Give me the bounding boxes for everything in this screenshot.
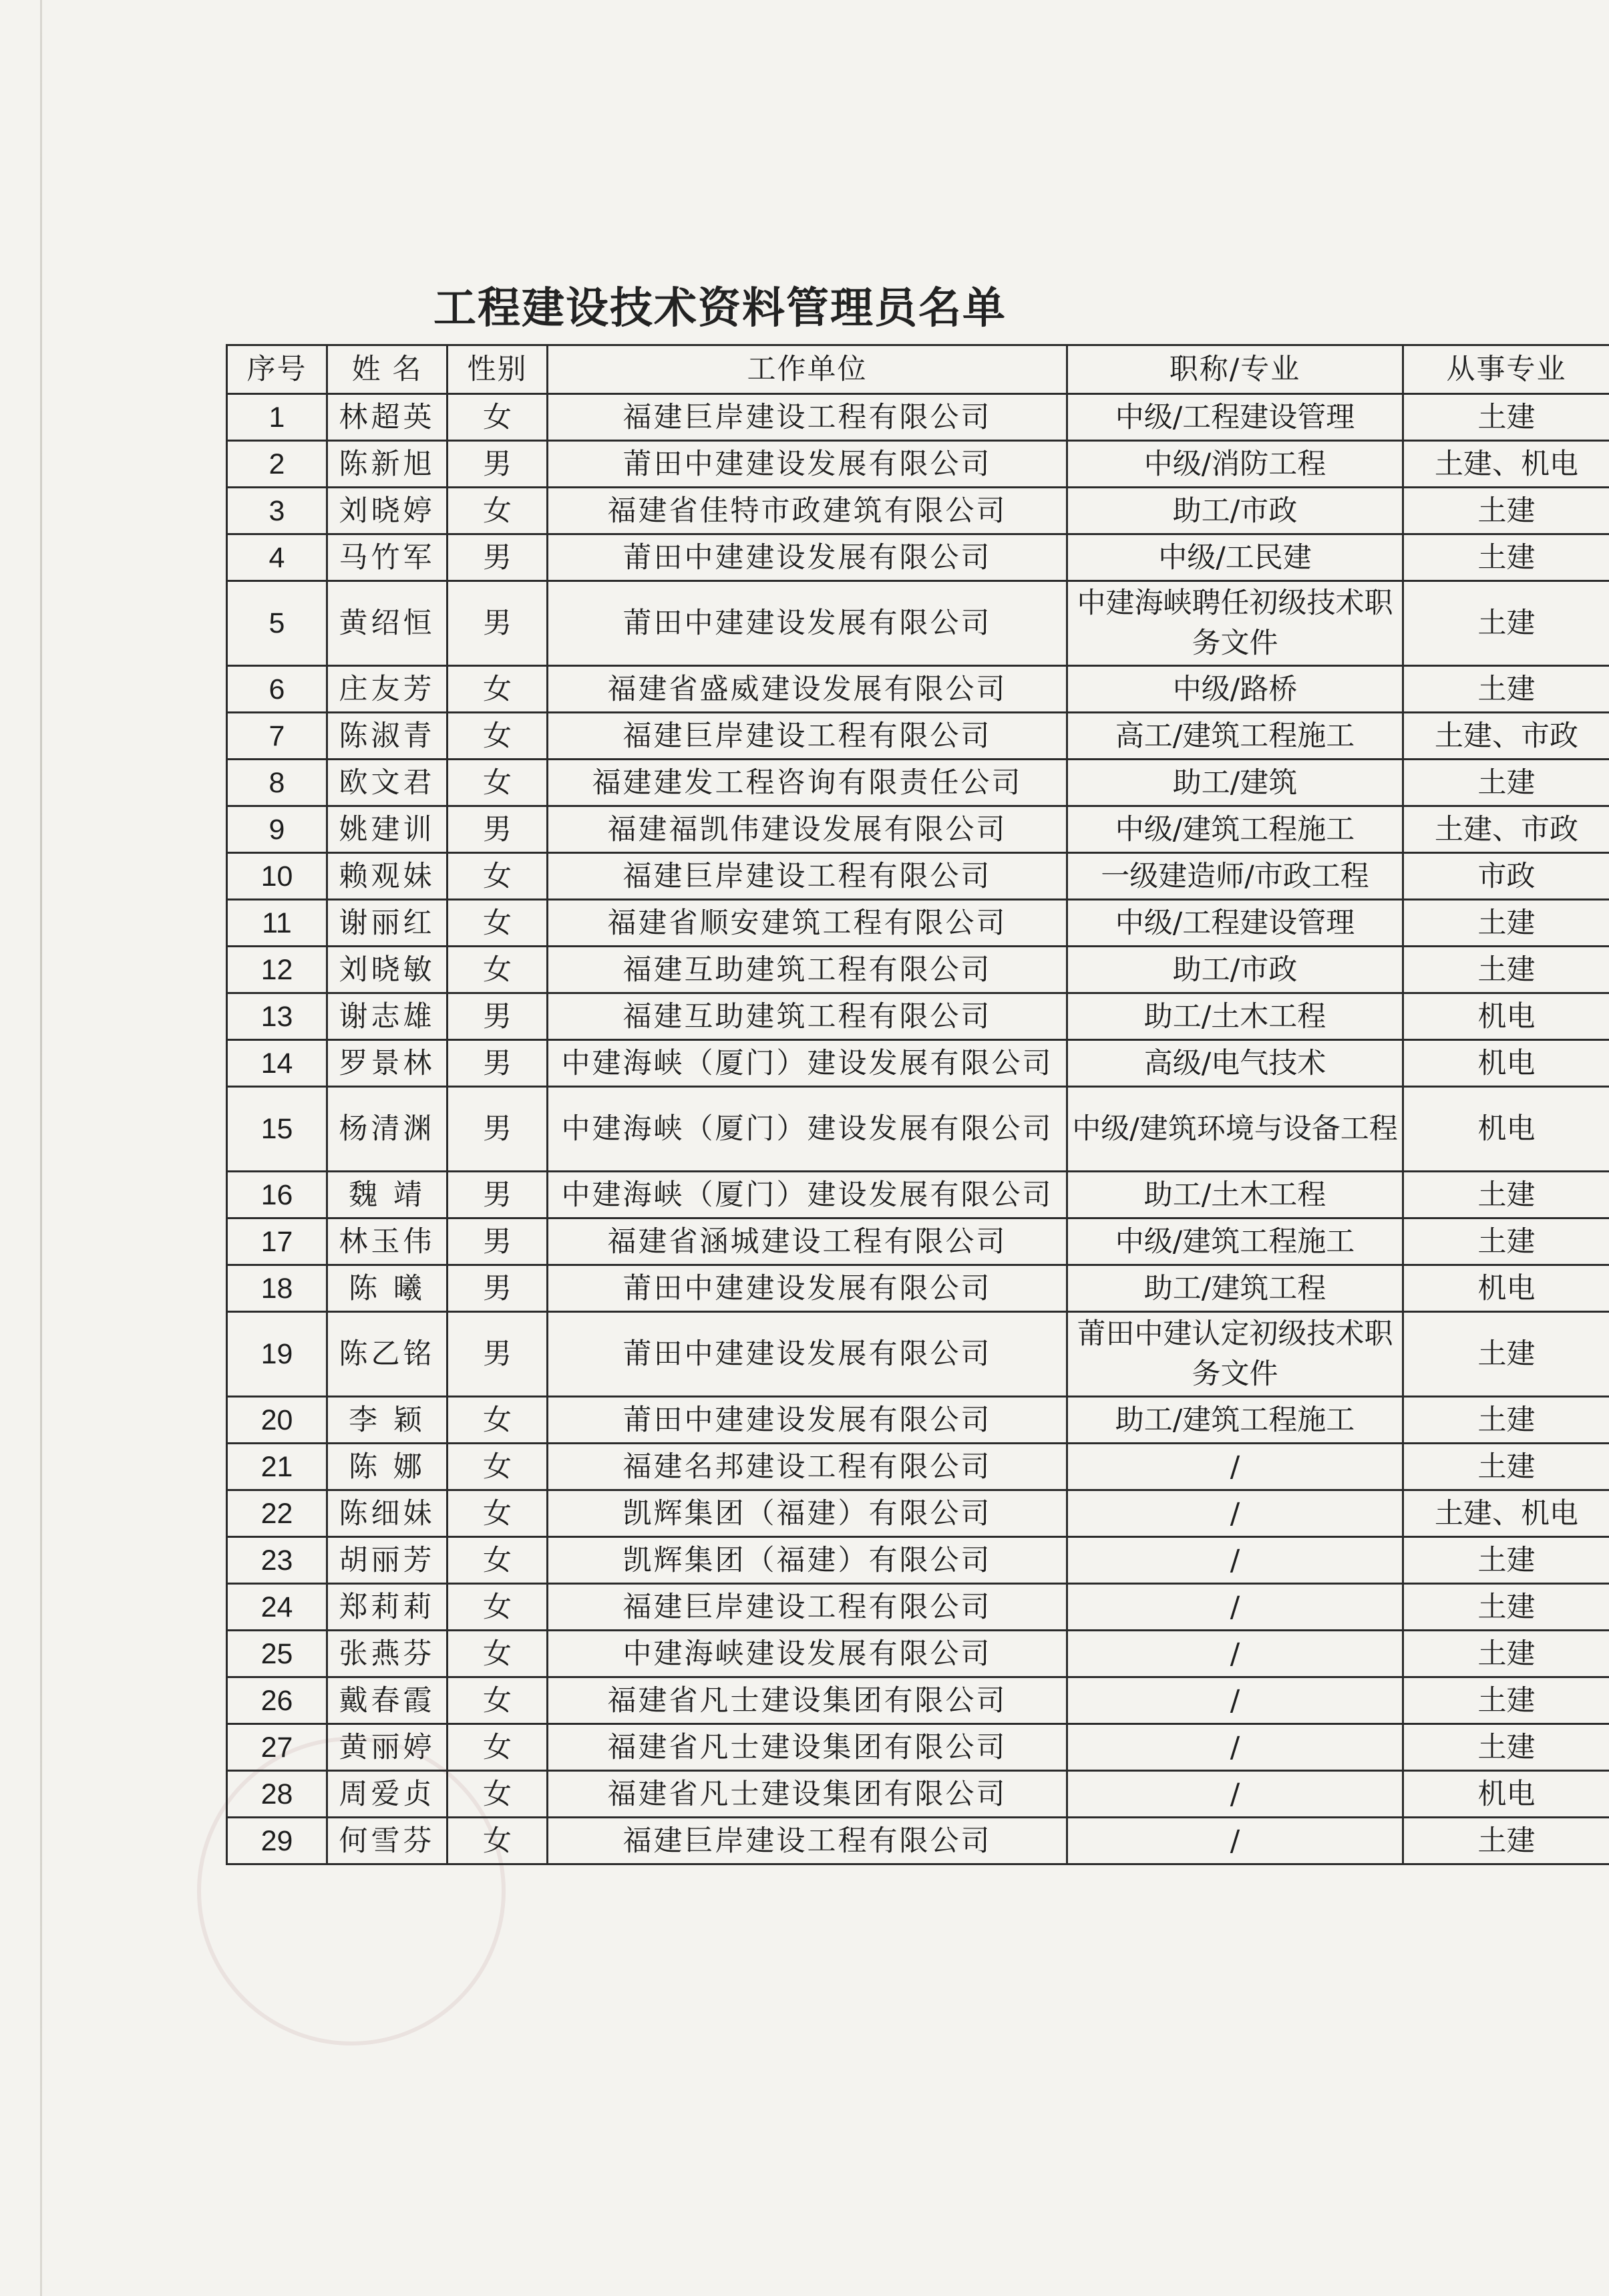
cell-index: 5 xyxy=(227,581,327,666)
cell-name: 林超英 xyxy=(327,394,448,441)
cell-employer: 福建巨岸建设工程有限公司 xyxy=(548,394,1067,441)
table-row xyxy=(227,534,1609,581)
document-title: 工程建设技术资料管理员名单 xyxy=(433,284,1007,333)
cell-field: 土建 xyxy=(1403,1444,1609,1490)
cell-field: 土建 xyxy=(1403,581,1609,666)
cell-index: 6 xyxy=(227,666,327,713)
cell-index: 11 xyxy=(227,900,327,947)
cell-field: 土建、市政 xyxy=(1403,713,1609,760)
cell-title-specialty: 高级/电气技术 xyxy=(1067,1040,1403,1087)
personnel-table xyxy=(226,344,1609,1865)
table-row xyxy=(227,1312,1609,1397)
table-row xyxy=(227,1040,1609,1087)
column-header-employer: 工作单位 xyxy=(548,345,1067,394)
cell-gender: 女 xyxy=(448,1771,548,1818)
cell-name: 李 颖 xyxy=(327,1397,448,1444)
cell-gender: 女 xyxy=(448,666,548,713)
cell-title-specialty: 助工/市政 xyxy=(1067,488,1403,534)
cell-employer: 莆田中建建设发展有限公司 xyxy=(548,1397,1067,1444)
cell-gender: 男 xyxy=(448,1040,548,1087)
cell-employer: 福建互助建筑工程有限公司 xyxy=(548,947,1067,993)
cell-index: 13 xyxy=(227,993,327,1040)
table-row xyxy=(227,581,1609,666)
column-header-gender: 性别 xyxy=(448,345,548,394)
column-header-name: 姓 名 xyxy=(327,345,448,394)
cell-gender: 男 xyxy=(448,1265,548,1312)
cell-index: 15 xyxy=(227,1087,327,1172)
cell-employer: 福建省佳特市政建筑有限公司 xyxy=(548,488,1067,534)
cell-name: 杨清渊 xyxy=(327,1087,448,1172)
column-header-title-specialty: 职称/专业 xyxy=(1067,345,1403,394)
cell-name: 戴春霞 xyxy=(327,1677,448,1724)
table-header-row xyxy=(227,345,1609,394)
cell-index: 19 xyxy=(227,1312,327,1397)
table-row xyxy=(227,1537,1609,1584)
table-row xyxy=(227,1265,1609,1312)
cell-name: 欧文君 xyxy=(327,760,448,806)
cell-title-specialty: 助工/建筑 xyxy=(1067,760,1403,806)
table-row xyxy=(227,441,1609,488)
table-row xyxy=(227,1818,1609,1864)
cell-title-specialty: 中级/工程建设管理 xyxy=(1067,394,1403,441)
cell-name: 谢志雄 xyxy=(327,993,448,1040)
cell-title-specialty: / xyxy=(1067,1818,1403,1864)
cell-field: 土建、机电 xyxy=(1403,1490,1609,1537)
cell-employer: 凯辉集团（福建）有限公司 xyxy=(548,1490,1067,1537)
table-row xyxy=(227,1771,1609,1818)
cell-employer: 福建省顺安建筑工程有限公司 xyxy=(548,900,1067,947)
cell-employer: 莆田中建建设发展有限公司 xyxy=(548,441,1067,488)
cell-index: 25 xyxy=(227,1631,327,1677)
cell-title-specialty: 中级/路桥 xyxy=(1067,666,1403,713)
cell-gender: 女 xyxy=(448,1490,548,1537)
cell-gender: 女 xyxy=(448,1818,548,1864)
cell-index: 28 xyxy=(227,1771,327,1818)
cell-name: 罗景林 xyxy=(327,1040,448,1087)
cell-employer: 莆田中建建设发展有限公司 xyxy=(548,1265,1067,1312)
cell-title-specialty: / xyxy=(1067,1444,1403,1490)
cell-index: 10 xyxy=(227,853,327,900)
cell-employer: 福建巨岸建设工程有限公司 xyxy=(548,1818,1067,1864)
table-row xyxy=(227,806,1609,853)
cell-gender: 男 xyxy=(448,534,548,581)
table-row xyxy=(227,1724,1609,1771)
table-row xyxy=(227,1631,1609,1677)
cell-employer: 福建名邦建设工程有限公司 xyxy=(548,1444,1067,1490)
cell-employer: 莆田中建建设发展有限公司 xyxy=(548,581,1067,666)
table-row xyxy=(227,1218,1609,1265)
table-row xyxy=(227,1087,1609,1172)
cell-field: 土建、市政 xyxy=(1403,806,1609,853)
cell-title-specialty: / xyxy=(1067,1677,1403,1724)
cell-gender: 男 xyxy=(448,806,548,853)
cell-field: 土建 xyxy=(1403,488,1609,534)
cell-title-specialty: / xyxy=(1067,1771,1403,1818)
cell-field: 土建 xyxy=(1403,666,1609,713)
cell-index: 24 xyxy=(227,1584,327,1631)
cell-title-specialty: / xyxy=(1067,1537,1403,1584)
cell-index: 8 xyxy=(227,760,327,806)
cell-name: 何雪芬 xyxy=(327,1818,448,1864)
cell-index: 20 xyxy=(227,1397,327,1444)
cell-field: 土建 xyxy=(1403,760,1609,806)
cell-title-specialty: 中级/工民建 xyxy=(1067,534,1403,581)
cell-employer: 莆田中建建设发展有限公司 xyxy=(548,534,1067,581)
cell-index: 12 xyxy=(227,947,327,993)
cell-field: 机电 xyxy=(1403,1771,1609,1818)
cell-gender: 女 xyxy=(448,1724,548,1771)
cell-gender: 女 xyxy=(448,1397,548,1444)
cell-index: 14 xyxy=(227,1040,327,1087)
table-row xyxy=(227,1584,1609,1631)
cell-gender: 男 xyxy=(448,1218,548,1265)
cell-gender: 女 xyxy=(448,760,548,806)
cell-name: 陈乙铭 xyxy=(327,1312,448,1397)
table-body xyxy=(227,394,1609,1864)
cell-name: 陈淑青 xyxy=(327,713,448,760)
cell-title-specialty: / xyxy=(1067,1631,1403,1677)
cell-title-specialty: / xyxy=(1067,1724,1403,1771)
cell-field: 土建 xyxy=(1403,1724,1609,1771)
cell-field: 机电 xyxy=(1403,1265,1609,1312)
table-row xyxy=(227,394,1609,441)
cell-field: 土建 xyxy=(1403,1172,1609,1218)
cell-employer: 中建海峡建设发展有限公司 xyxy=(548,1631,1067,1677)
cell-title-specialty: 中级/建筑工程施工 xyxy=(1067,1218,1403,1265)
cell-employer: 中建海峡（厦门）建设发展有限公司 xyxy=(548,1040,1067,1087)
cell-index: 7 xyxy=(227,713,327,760)
cell-employer: 福建建发工程咨询有限责任公司 xyxy=(548,760,1067,806)
table-row xyxy=(227,1397,1609,1444)
cell-index: 2 xyxy=(227,441,327,488)
cell-title-specialty: 一级建造师/市政工程 xyxy=(1067,853,1403,900)
cell-field: 土建 xyxy=(1403,1312,1609,1397)
cell-title-specialty: 高工/建筑工程施工 xyxy=(1067,713,1403,760)
cell-field: 土建 xyxy=(1403,1677,1609,1724)
cell-employer: 福建省盛威建设发展有限公司 xyxy=(548,666,1067,713)
cell-name: 刘晓婷 xyxy=(327,488,448,534)
table-row xyxy=(227,1444,1609,1490)
cell-employer: 福建巨岸建设工程有限公司 xyxy=(548,853,1067,900)
cell-field: 市政 xyxy=(1403,853,1609,900)
cell-index: 22 xyxy=(227,1490,327,1537)
cell-employer: 福建省凡士建设集团有限公司 xyxy=(548,1677,1067,1724)
cell-index: 18 xyxy=(227,1265,327,1312)
cell-employer: 中建海峡（厦门）建设发展有限公司 xyxy=(548,1172,1067,1218)
column-header-index: 序号 xyxy=(227,345,327,394)
cell-name: 陈 曦 xyxy=(327,1265,448,1312)
column-header-field: 从事专业 xyxy=(1403,345,1609,394)
cell-field: 土建、机电 xyxy=(1403,441,1609,488)
cell-name: 姚建训 xyxy=(327,806,448,853)
cell-field: 土建 xyxy=(1403,1631,1609,1677)
table-row xyxy=(227,1490,1609,1537)
table-row xyxy=(227,760,1609,806)
cell-index: 9 xyxy=(227,806,327,853)
cell-gender: 男 xyxy=(448,1172,548,1218)
cell-name: 马竹军 xyxy=(327,534,448,581)
cell-name: 胡丽芳 xyxy=(327,1537,448,1584)
cell-title-specialty: 中级/建筑环境与设备工程 xyxy=(1067,1087,1403,1172)
cell-field: 土建 xyxy=(1403,1537,1609,1584)
cell-name: 刘晓敏 xyxy=(327,947,448,993)
cell-employer: 凯辉集团（福建）有限公司 xyxy=(548,1537,1067,1584)
cell-name: 林玉伟 xyxy=(327,1218,448,1265)
cell-name: 庄友芳 xyxy=(327,666,448,713)
cell-title-specialty: 助工/市政 xyxy=(1067,947,1403,993)
cell-field: 土建 xyxy=(1403,1584,1609,1631)
table-row xyxy=(227,853,1609,900)
cell-gender: 女 xyxy=(448,1631,548,1677)
cell-index: 4 xyxy=(227,534,327,581)
cell-gender: 女 xyxy=(448,900,548,947)
cell-title-specialty: 助工/建筑工程施工 xyxy=(1067,1397,1403,1444)
cell-name: 陈新旭 xyxy=(327,441,448,488)
cell-title-specialty: 助工/土木工程 xyxy=(1067,1172,1403,1218)
cell-gender: 男 xyxy=(448,1312,548,1397)
cell-name: 张燕芬 xyxy=(327,1631,448,1677)
cell-index: 3 xyxy=(227,488,327,534)
cell-title-specialty: 助工/土木工程 xyxy=(1067,993,1403,1040)
cell-index: 27 xyxy=(227,1724,327,1771)
cell-field: 土建 xyxy=(1403,947,1609,993)
cell-title-specialty: 中级/消防工程 xyxy=(1067,441,1403,488)
cell-name: 周爱贞 xyxy=(327,1771,448,1818)
cell-index: 23 xyxy=(227,1537,327,1584)
cell-field: 土建 xyxy=(1403,1397,1609,1444)
cell-name: 陈细妹 xyxy=(327,1490,448,1537)
cell-gender: 男 xyxy=(448,993,548,1040)
cell-name: 黄绍恒 xyxy=(327,581,448,666)
cell-name: 黄丽婷 xyxy=(327,1724,448,1771)
cell-field: 土建 xyxy=(1403,1818,1609,1864)
cell-gender: 女 xyxy=(448,488,548,534)
cell-title-specialty: 莆田中建认定初级技术职务文件 xyxy=(1067,1312,1403,1397)
cell-gender: 女 xyxy=(448,1584,548,1631)
cell-field: 机电 xyxy=(1403,1087,1609,1172)
cell-title-specialty: 中建海峡聘任初级技术职务文件 xyxy=(1067,581,1403,666)
cell-gender: 男 xyxy=(448,441,548,488)
page-edge-shadow xyxy=(40,0,42,2296)
cell-employer: 莆田中建建设发展有限公司 xyxy=(548,1312,1067,1397)
cell-employer: 福建省凡士建设集团有限公司 xyxy=(548,1771,1067,1818)
table-row xyxy=(227,947,1609,993)
cell-title-specialty: 中级/建筑工程施工 xyxy=(1067,806,1403,853)
cell-name: 陈 娜 xyxy=(327,1444,448,1490)
cell-index: 17 xyxy=(227,1218,327,1265)
cell-gender: 女 xyxy=(448,713,548,760)
cell-field: 土建 xyxy=(1403,1218,1609,1265)
cell-field: 土建 xyxy=(1403,394,1609,441)
cell-field: 土建 xyxy=(1403,900,1609,947)
cell-employer: 福建福凯伟建设发展有限公司 xyxy=(548,806,1067,853)
cell-field: 机电 xyxy=(1403,993,1609,1040)
cell-index: 16 xyxy=(227,1172,327,1218)
table-row xyxy=(227,900,1609,947)
table-row xyxy=(227,993,1609,1040)
cell-gender: 男 xyxy=(448,581,548,666)
cell-name: 谢丽红 xyxy=(327,900,448,947)
cell-index: 26 xyxy=(227,1677,327,1724)
cell-index: 21 xyxy=(227,1444,327,1490)
cell-gender: 女 xyxy=(448,853,548,900)
cell-gender: 女 xyxy=(448,1537,548,1584)
cell-field: 机电 xyxy=(1403,1040,1609,1087)
cell-name: 赖观妹 xyxy=(327,853,448,900)
cell-name: 郑莉莉 xyxy=(327,1584,448,1631)
table-row xyxy=(227,666,1609,713)
cell-employer: 福建巨岸建设工程有限公司 xyxy=(548,1584,1067,1631)
cell-title-specialty: 助工/建筑工程 xyxy=(1067,1265,1403,1312)
cell-gender: 女 xyxy=(448,947,548,993)
cell-gender: 女 xyxy=(448,1444,548,1490)
table-row xyxy=(227,1677,1609,1724)
cell-employer: 中建海峡（厦门）建设发展有限公司 xyxy=(548,1087,1067,1172)
cell-employer: 福建省涵城建设工程有限公司 xyxy=(548,1218,1067,1265)
cell-field: 土建 xyxy=(1403,534,1609,581)
cell-title-specialty: 中级/工程建设管理 xyxy=(1067,900,1403,947)
cell-index: 1 xyxy=(227,394,327,441)
cell-employer: 福建互助建筑工程有限公司 xyxy=(548,993,1067,1040)
cell-gender: 女 xyxy=(448,1677,548,1724)
cell-gender: 男 xyxy=(448,1087,548,1172)
table-row xyxy=(227,1172,1609,1218)
cell-employer: 福建巨岸建设工程有限公司 xyxy=(548,713,1067,760)
cell-employer: 福建省凡士建设集团有限公司 xyxy=(548,1724,1067,1771)
cell-index: 29 xyxy=(227,1818,327,1864)
cell-title-specialty: / xyxy=(1067,1584,1403,1631)
cell-title-specialty: / xyxy=(1067,1490,1403,1537)
table-row xyxy=(227,488,1609,534)
table-row xyxy=(227,713,1609,760)
cell-gender: 女 xyxy=(448,394,548,441)
cell-name: 魏 靖 xyxy=(327,1172,448,1218)
